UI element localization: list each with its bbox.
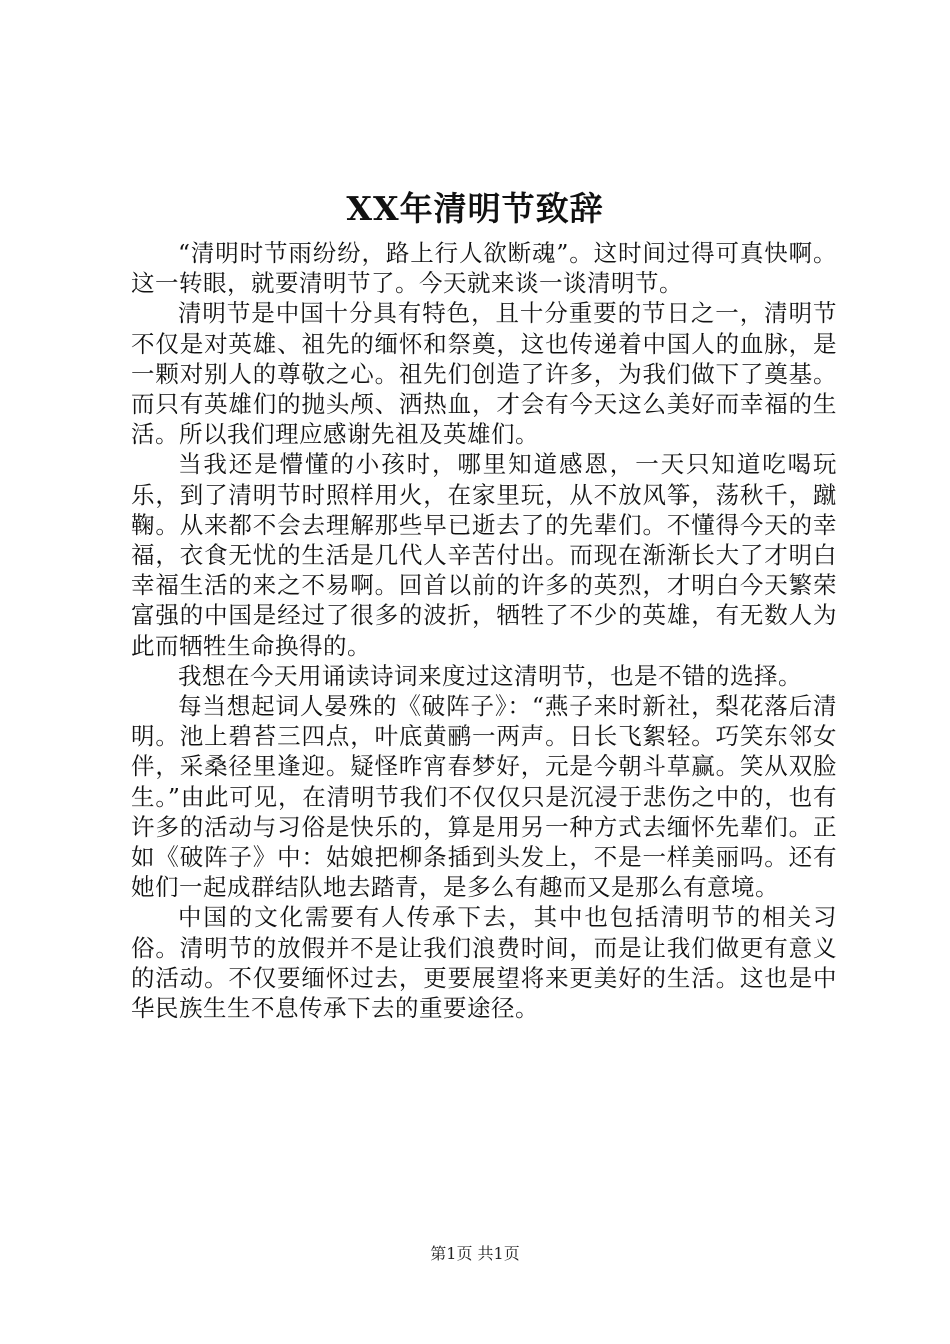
paragraph-6: 中国的文化需要有人传承下去，其中也包括清明节的相关习俗。清明节的放假并不是让我们浪费时间，而是让我们做更有意义的活动。不仅要缅怀过去，更要展望将来更美好的生活。这也是中华民族生生不息传承下去的重要途径。	[131, 903, 837, 1023]
page-footer: 第1页 共1页	[430, 1244, 520, 1263]
paragraph-1: “清明时节雨纷纷，路上行人欲断魂”。这时间过得可真快啊。这一转眼，就要清明节了。今天就来谈一谈清明节。	[131, 239, 837, 298]
paragraph-2: 清明节是中国十分具有特色，且十分重要的节日之一，清明节不仅是对英雄、祖先的缅怀和祭奠，这也传递着中国人的血脉，是一颗对别人的尊敬之心。祖先们创造了许多，为我们做下了奠基。而只有英雄们的抛头颅、洒热血，才会有今天这么美好而幸福的生活。所以我们理应感谢先祖及英雄们。	[131, 299, 837, 449]
document-body	[131, 238, 837, 1023]
paragraph-4: 我想在今天用诵读诗词来度过这清明节，也是不错的选择。	[178, 661, 802, 690]
paragraph-5: 每当想起词人晏殊的《破阵子》：“燕子来时新社，梨花落后清明。池上碧苔三四点，叶底黄鹂一两声。日长飞絮轻。巧笑东邻女伴，采桑径里逢迎。疑怪昨宵春梦好，元是今朝斗草赢。笑从双脸生。”由此可见，在清明节我们不仅仅只是沉浸于悲伤之中的，也有许多的活动与习俗是快乐的，算是用另一种方式去缅怀先辈们。正如《破阵子》中：姑娘把柳条插到头发上，不是一样美丽吗。还有她们一起成群结队地去踏青，是多么有趣而又是那么有意境。	[131, 692, 837, 902]
document-title: XX年清明节致辞	[346, 189, 604, 228]
paragraph-3: 当我还是懵懂的小孩时，哪里知道感恩，一天只知道吃喝玩乐，到了清明节时照样用火，在家里玩，从不放风筝，荡秋千，蹴鞠。从来都不会去理解那些早已逝去了的先辈们。不懂得今天的幸福，衣食无忧的生活是几代人辛苦付出。而现在渐渐长大了才明白幸福生活的来之不易啊。回首以前的许多的英烈，才明白今天繁荣富强的中国是经过了很多的波折，牺牲了不少的英雄，有无数人为此而牺牲生命换得的。	[131, 450, 837, 660]
